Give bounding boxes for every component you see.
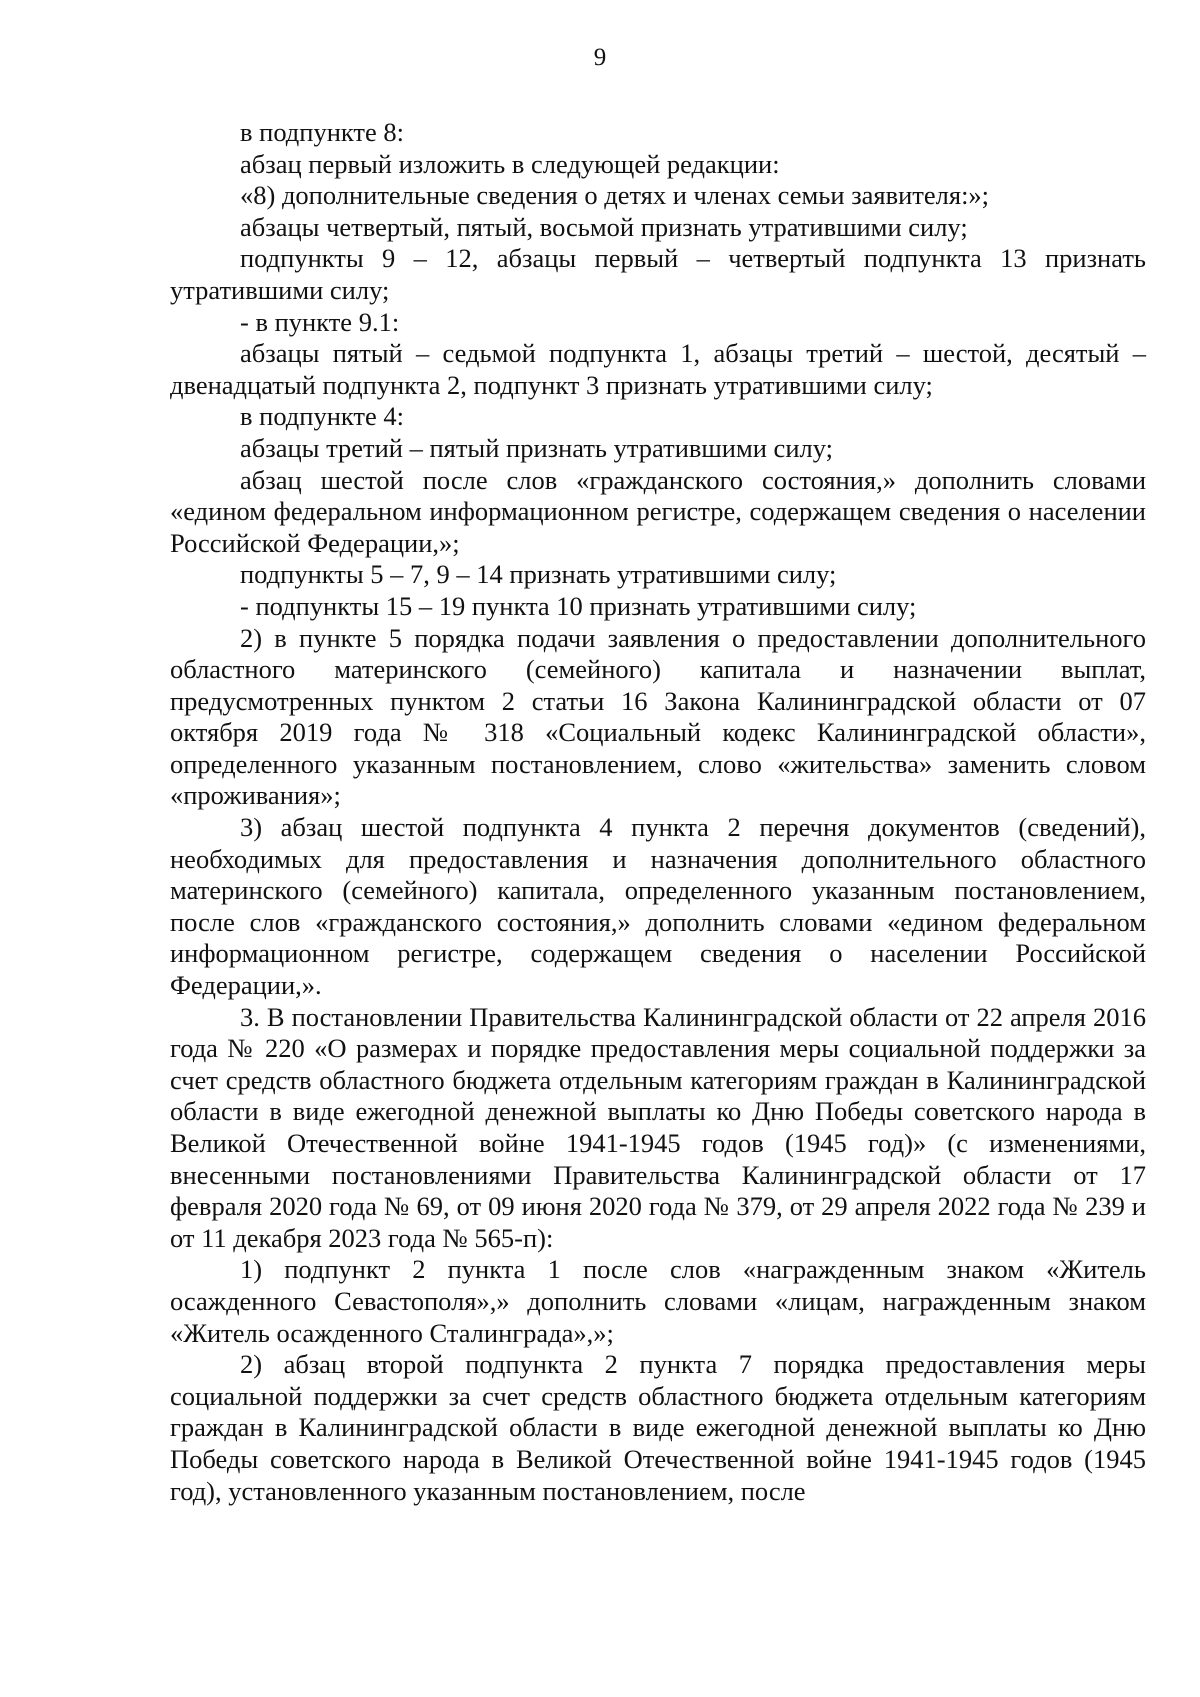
paragraph: в подпункте 8:	[240, 117, 405, 147]
paragraph: абзац шестой после слов «гражданского состояния,» дополнить словами «едином федеральном информационном регистре, содержащем сведения о населении Российской Федерации,»;	[170, 464, 1146, 558]
paragraph: подпункты 9 – 12, абзацы первый – четвертый подпункта 13 признать утратившими силу;	[170, 243, 1146, 305]
paragraph: 1) подпункт 2 пункта 1 после слов «награжденным знаком «Житель осажденного Севастополя»,» дополнить словами «лицам, награжденным знаком «Житель осажденного Сталинграда»,»;	[170, 1254, 1146, 1348]
paragraph: подпункты 5 – 7, 9 – 14 признать утратившими силу;	[240, 559, 837, 590]
paragraph: абзацы четвертый, пятый, восьмой признать утратившими силу;	[240, 211, 968, 242]
paragraph: 2) абзац второй подпункта 2 пункта 7 порядка предоставления меры социальной поддержки за счет средств областного бюджета отдельным категориям граждан в Калининградской области в виде ежегодной денежной выплаты ко Дню Победы советского народа в Великой Отечественной войне 1941-1945 годов (1945 год), установленного указанным постановлением, после	[170, 1349, 1146, 1506]
paragraph: 3) абзац шестой подпункта 4 пункта 2 перечня документов (сведений), необходимых для предоставления и назначения дополнительного областного материнского (семейного) капитала, определенного указанным постановлением, после слов «гражданского состояния,» дополнить словами «едином федеральном информационном регистре, содержащем сведения о населении Российской Федерации,».	[170, 812, 1146, 1001]
paragraph: - подпункты 15 – 19 пункта 10 признать утратившими силу;	[240, 590, 917, 621]
paragraph: абзацы пятый – седьмой подпункта 1, абзацы третий – шестой, десятый – двенадцатый подпункта 2, подпункт 3 признать утратившими силу;	[170, 338, 1146, 400]
paragraph: 3. В постановлении Правительства Калининградской области от 22 апреля 2016 года № 220 «О размерах и порядке предоставления меры социальной поддержки за счет средств областного бюджета отдельным категориям граждан в Калининградской области в виде ежегодной денежной выплаты ко Дню Победы советского народа в Великой Отечественной войне 1941-1945 годов (1945 год)» (с изменениями, внесенными постановлениями Правительства Калининградской области от 17 февраля 2020 года № 69, от 09 июня 2020 года № 379, от 29 апреля 2022 года № 239 и от 11 декабря 2023 года № 565-п):	[170, 1001, 1146, 1253]
paragraph: абзацы третий – пятый признать утратившими силу;	[240, 432, 833, 463]
page-number: 9	[593, 44, 607, 71]
paragraph: абзац первый изложить в следующей редакции:	[240, 148, 780, 179]
paragraph: 2) в пункте 5 порядка подачи заявления о предоставлении дополнительного областного материнского (семейного) капитала и назначении выплат, предусмотренных пунктом 2 статьи 16 Закона Калининградской области от 07 октября 2019 года № 318 «Социальный кодекс Калининградской области», определенного указанным постановлением, слово «жительства» заменить словом «проживания»;	[170, 622, 1146, 811]
document-body	[170, 117, 1146, 1507]
paragraph: - в пункте 9.1:	[240, 306, 400, 337]
paragraph: «8) дополнительные сведения о детях и членах семьи заявителя:»;	[240, 180, 990, 211]
paragraph: в подпункте 4:	[240, 401, 405, 432]
